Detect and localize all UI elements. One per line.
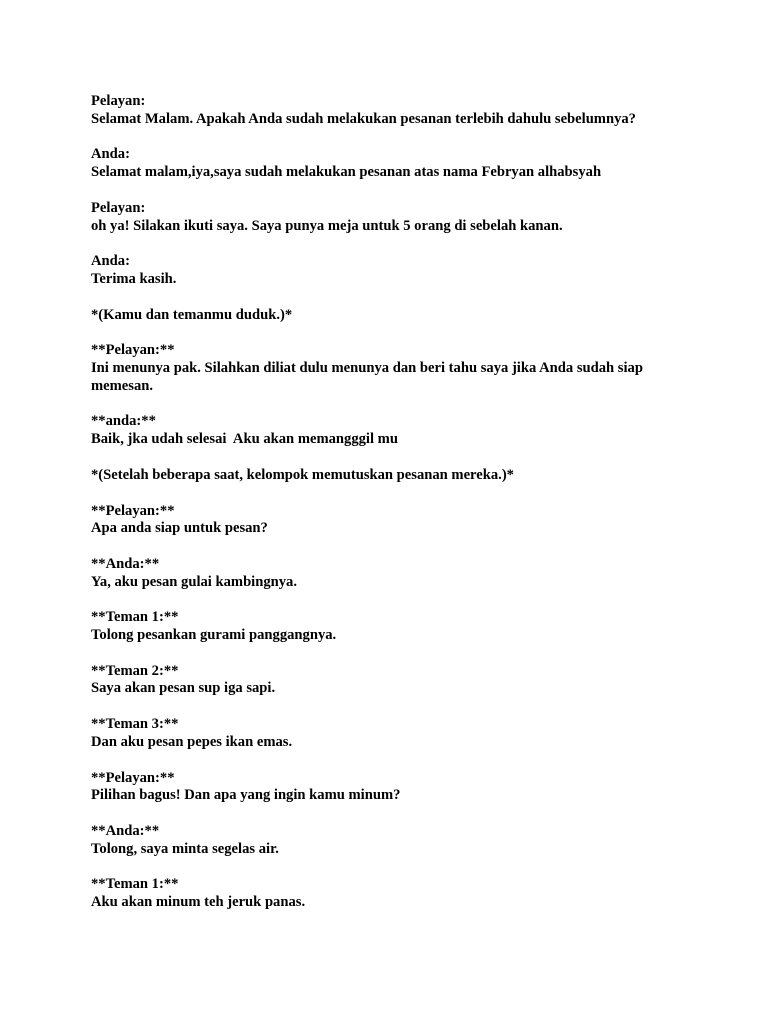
speaker-label: **Anda:** <box>91 555 160 572</box>
speaker-label: **Pelayan:** <box>91 769 175 786</box>
dialogue-text: Pilihan bagus! Dan apa yang ingin kamu minum? <box>91 787 401 804</box>
dialogue-text: Apa anda siap untuk pesan? <box>91 520 268 537</box>
dialogue-text: Selamat Malam. Apakah Anda sudah melakukan pesanan terlebih dahulu sebelumnya? <box>91 110 636 127</box>
speaker-label: Pelayan: <box>91 93 146 109</box>
dialogue-block <box>91 200 691 235</box>
speaker-label: **Teman 2:** <box>91 662 179 679</box>
dialogue-block <box>91 93 691 128</box>
dialogue-block <box>91 663 691 698</box>
dialogue-text: oh ya! Silakan ikuti saya. Saya punya meja untuk 5 orang di sebelah kanan. <box>91 217 563 234</box>
dialogue-text: Aku akan minum teh jeruk panas. <box>91 894 306 911</box>
dialogue-block <box>91 770 691 805</box>
dialogue-text: Selamat malam,iya,saya sudah melakukan pesanan atas nama Febryan alhabsyah <box>91 164 602 181</box>
dialogue-text: Dan aku pesan pepes ikan emas. <box>91 733 293 750</box>
speaker-label: **Pelayan:** <box>91 342 175 359</box>
narration-text: *(Kamu dan temanmu duduk.)* <box>91 306 293 323</box>
dialogue-text: Tolong pesankan gurami panggangnya. <box>91 627 337 644</box>
narration-text: *(Setelah beberapa saat, kelompok memutuskan pesanan mereka.)* <box>91 466 514 483</box>
speaker-label: Pelayan: <box>91 199 146 216</box>
speaker-label: **Teman 3:** <box>91 716 179 733</box>
speaker-label: **Teman 1:** <box>91 876 179 893</box>
narration-block <box>91 307 691 325</box>
dialogue-block <box>91 253 691 288</box>
speaker-label: **Anda:** <box>91 822 160 839</box>
dialogue-text: Baik, jka udah selesai Aku akan memangggil mu <box>91 431 398 448</box>
dialogue-block <box>91 609 691 644</box>
speaker-label: **anda:** <box>91 413 156 430</box>
dialogue-text: Tolong, saya minta segelas air. <box>91 840 279 857</box>
dialogue-block <box>91 146 691 181</box>
speaker-label: **Pelayan:** <box>91 502 175 519</box>
speaker-label: **Teman 1:** <box>91 609 179 626</box>
dialogue-block <box>91 413 691 448</box>
dialogue-block <box>91 876 691 911</box>
dialogue-block <box>91 823 691 858</box>
dialogue-text: Ini menunya pak. Silahkan diliat dulu menunya dan beri tahu saya jika Anda sudah siap memesan. <box>91 360 643 394</box>
narration-block <box>91 467 691 485</box>
dialogue-content <box>91 93 691 930</box>
dialogue-text: Ya, aku pesan gulai kambingnya. <box>91 573 298 590</box>
dialogue-block <box>91 503 691 538</box>
dialogue-block <box>91 342 691 395</box>
dialogue-block <box>91 716 691 751</box>
dialogue-text: Terima kasih. <box>91 270 177 287</box>
dialogue-block <box>91 556 691 591</box>
speaker-label: Anda: <box>91 146 130 163</box>
dialogue-text: Saya akan pesan sup iga sapi. <box>91 680 276 697</box>
speaker-label: Anda: <box>91 253 130 270</box>
